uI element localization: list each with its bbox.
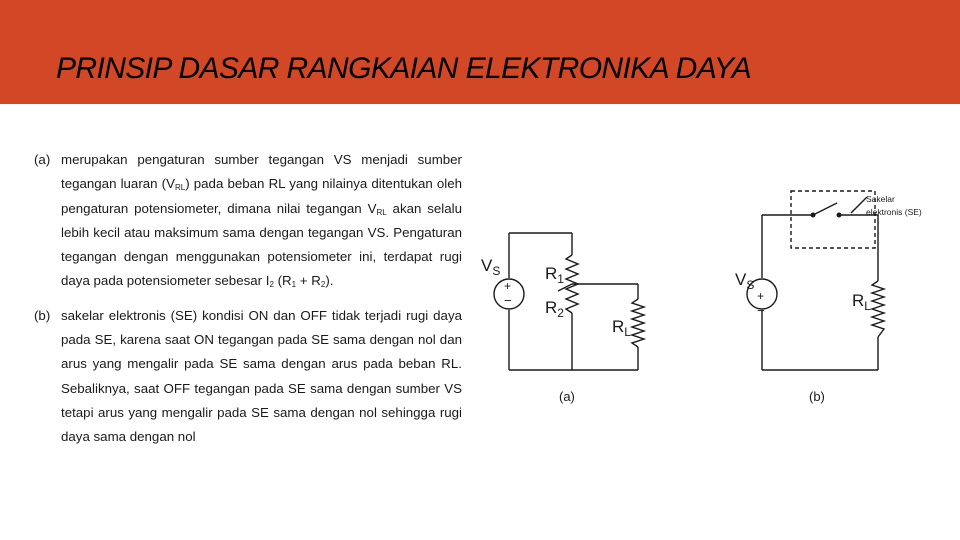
rl-label-a: $R_L$ (612, 317, 631, 339)
slide-title: PRINSIP DASAR RANGKAIAN ELEKTRONIKA DAYA (56, 52, 752, 85)
minus-sign-a: − (504, 293, 512, 308)
vs-label-b: $V_S$ (735, 270, 755, 292)
load-resistor-a (632, 299, 644, 347)
item-marker: (b) (34, 307, 51, 323)
vs-label-a: $V_S$ (481, 256, 501, 278)
r2-label: $R_2$ (545, 298, 564, 320)
explanation-text (34, 148, 462, 450)
rl-label-b: $R_L$ (852, 291, 871, 313)
switch-contact (811, 213, 815, 217)
r1-label: $R_1$ (545, 264, 564, 286)
switch-label-pointer (851, 197, 867, 213)
plus-sign-b: + (757, 289, 765, 303)
caption-a: (a) (559, 389, 575, 404)
list-item-b (34, 304, 462, 450)
switch-contact (837, 213, 841, 217)
plus-sign-a: + (504, 279, 512, 293)
switch-dashed-box (791, 191, 875, 248)
minus-sign-b: − (757, 303, 765, 318)
circuit-svg (475, 185, 935, 415)
load-resistor-b (872, 281, 884, 337)
circuit-diagrams (475, 185, 935, 415)
item-b-text: sakelar elektronis (SE) kondisi ON dan OFF tidak terjadi rugi daya pada SE, karena saat ON tegangan pada SE sama dengan nol dan arus yang mengalir pada SE sama dengan arus pada beban RL. Sebaliknya, saat OFF tegangan pada SE sama dengan sumber VS tetapi arus yang mengalir pada SE sama dengan nol sehingga rugi daya sama dengan nol (61, 307, 462, 445)
item-marker: (a) (34, 152, 51, 167)
switch-label-line1: Sakelar (866, 194, 895, 204)
caption-b: (b) (809, 389, 825, 404)
switch-label-line2: elektronis (SE) (866, 207, 922, 217)
list-item-a (34, 148, 462, 294)
switch-blade (813, 203, 837, 215)
item-a-text: merupakan pengaturan sumber tegangan VS menjadi sumber tegangan luaran $(V_{RL})$ pada beban RL yang nilainya ditentukan oleh pengaturan potensiometer, dimana nilai tegangan $V_{RL}$ akan selalu lebih kecil atau maksimum sama dengan tegangan VS. Pengaturan tegangan dengan menggunakan potensiometer ini, terdapat rugi daya pada potensiometer sebesar $I_2$ $(R_1 + R_2)$. (61, 152, 463, 290)
